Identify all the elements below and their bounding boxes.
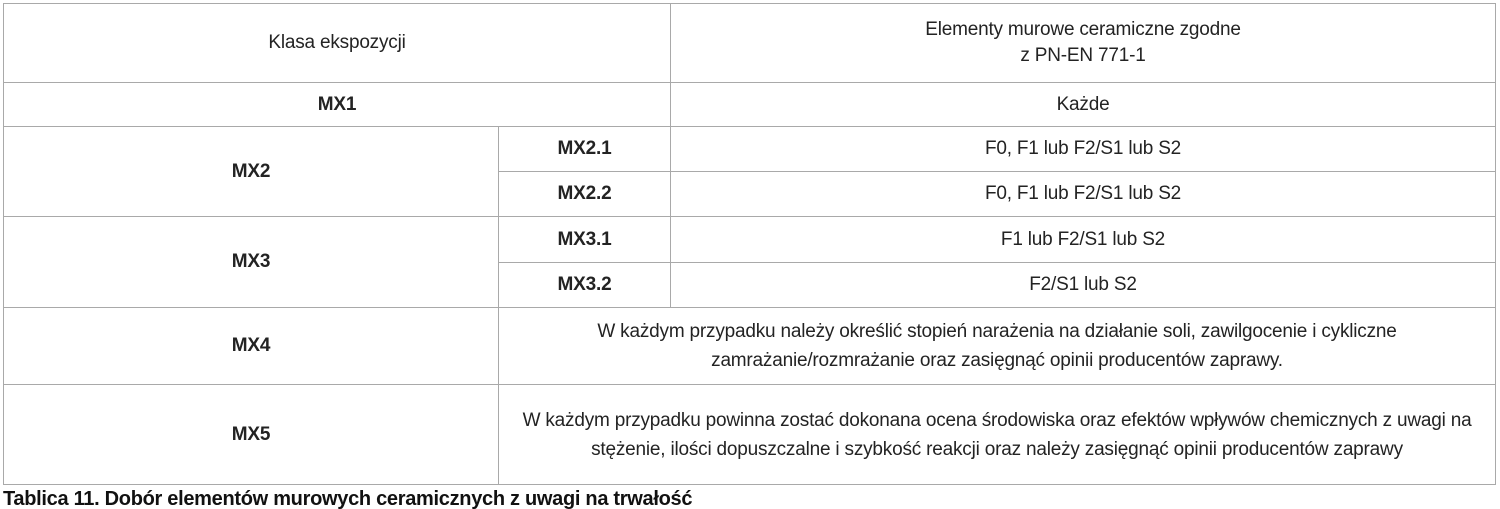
exposure-class-table [3,3,1496,485]
table-caption: Tablica 11. Dobór elementów murowych ceramicznych z uwagi na trwałość [3,488,693,509]
row-mx4 [4,308,1496,385]
header-cell-elementy-murowe [671,4,1496,83]
row-mx1 [4,83,1496,127]
cell-mx3-1-label: MX3.1 [499,217,671,263]
cell-mx3-2-label: MX3.2 [499,263,671,308]
cell-mx5-value: W każdym przypadku powinna zostać dokonana ocena środowiska oraz efektów wpływów chemicznych z uwagi na stężenie, ilości dopuszczalne i szybkość reakcji oraz należy zasięgnąć opinii producentów zaprawy [499,385,1496,485]
cell-mx2-2-value: F0, F1 lub F2/S1 lub S2 [671,172,1496,217]
cell-mx2-2-label: MX2.2 [499,172,671,217]
cell-mx3-label: MX3 [4,217,499,308]
row-mx5 [4,385,1496,485]
cell-mx1-label: MX1 [4,83,671,127]
row-mx2-1 [4,127,1496,172]
row-mx3-1 [4,217,1496,263]
header-cell-klasa-ekspozycji: Klasa ekspozycji [4,4,671,83]
cell-mx3-2-value: F2/S1 lub S2 [671,263,1496,308]
table-header-row [4,4,1496,83]
header-elementy-line1: Elementy murowe ceramiczne zgodne [925,19,1241,40]
cell-mx4-value: W każdym przypadku należy określić stopień narażenia na działanie soli, zawilgocenie i cykliczne zamrażanie/rozmrażanie oraz zasięgnąć opinii producentów zaprawy. [499,308,1496,385]
header-elementy-line2: z PN-EN 771-1 [1020,45,1146,66]
cell-mx3-1-value: F1 lub F2/S1 lub S2 [671,217,1496,263]
cell-mx2-1-value: F0, F1 lub F2/S1 lub S2 [671,127,1496,172]
cell-mx2-label: MX2 [4,127,499,217]
cell-mx5-label: MX5 [4,385,499,485]
cell-mx1-value: Każde [671,83,1496,127]
cell-mx4-label: MX4 [4,308,499,385]
cell-mx2-1-label: MX2.1 [499,127,671,172]
